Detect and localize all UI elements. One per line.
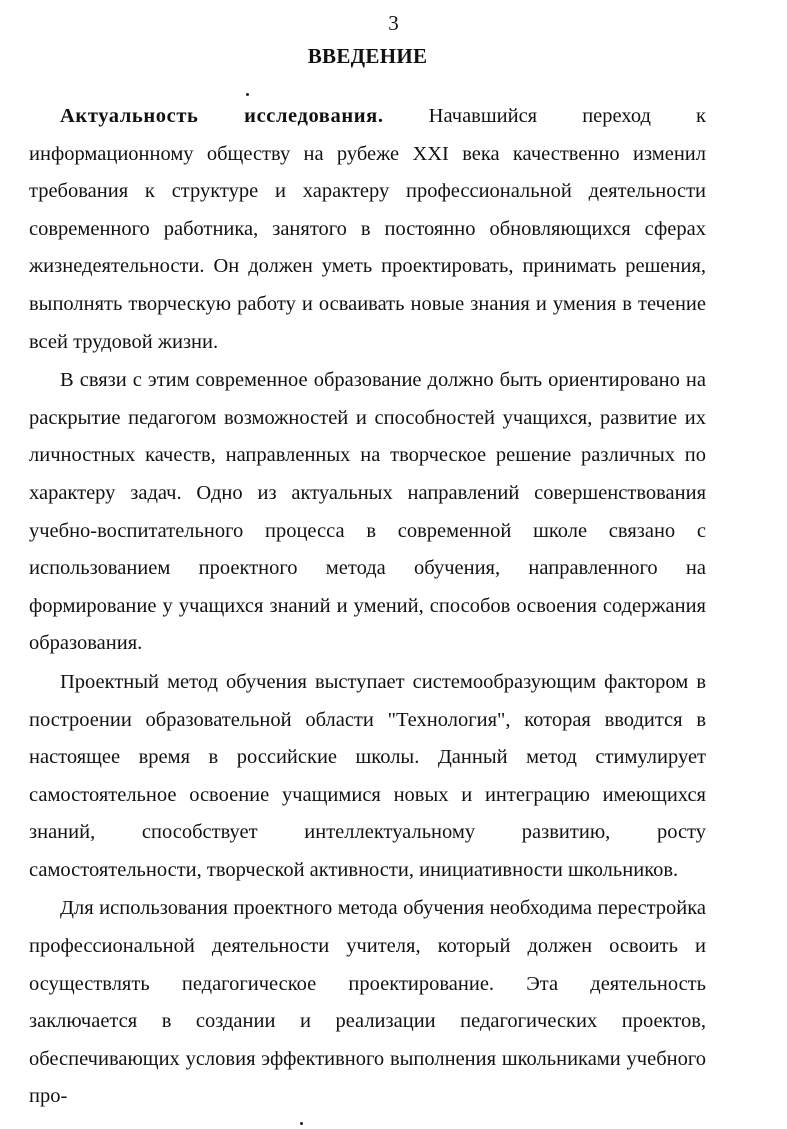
paragraph-lead: Актуальность исследования. (60, 105, 384, 127)
paragraph-2: В связи с этим современное образование должно быть ориентировано на раскрытие педагогом возможностей и способностей учащихся, развитие их личностных качеств, направленных на творческое решение различных по характеру задач. Одно из актуальных направлений совершенствования учебно-воспитательного процесса в современной школе связано с использованием проектного метода обучения, направленного на формирование у учащихся знаний и умений, способов освоения содержания образования. (29, 369, 706, 655)
paragraph-text: Начавшийся переход к информационному обществу на рубеже XXI века качественно изменил требования к структуре и характеру профессиональной деятельности современного работника, занятого в постоянно обновляющихся сферах жизнедеятельности. Он должен уметь проектировать, принимать решения, выполнять творческую работу и осваивать новые знания и умения в течение всей трудовой жизни. (29, 105, 706, 353)
body-text (29, 98, 706, 1116)
scan-speck (246, 93, 249, 96)
page-title: ВВЕДЕНИЕ (307, 44, 428, 68)
paragraph-3: Проектный метод обучения выступает системообразующим фактором в построении образовательной области "Технология", которая вводится в настоящее время в российские школы. Данный метод стимулирует самостоятельное освоение учащимися новых и интеграцию имеющихся знаний, способствует интеллектуальному развитию, росту самостоятельности, творческой активности, инициативности школьников. (29, 670, 706, 881)
paragraph-1 (29, 98, 706, 361)
scan-speck (300, 1122, 303, 1125)
paragraph-4: Для использования проектного метода обучения необходима перестройка профессиональной деятельности учителя, который должен освоить и осуществлять педагогическое проектирование. Эта деятельность заключается в создании и реализации педагогических проектов, обеспечивающих условия эффективного выполнения школьниками учебного про- (29, 897, 706, 1108)
page-number: 3 (388, 11, 399, 35)
